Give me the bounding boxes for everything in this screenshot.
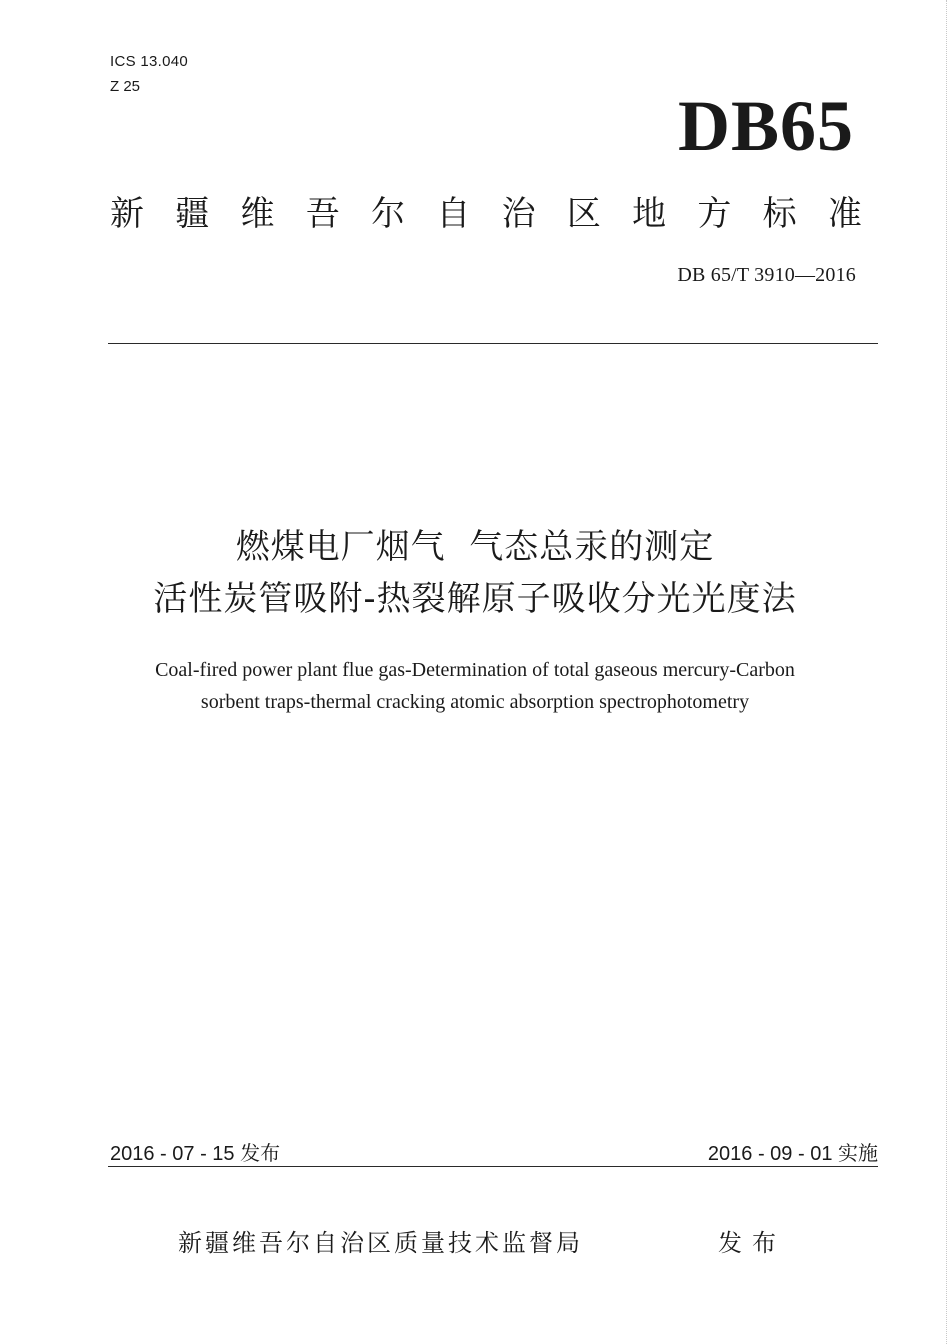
- header-divider: [108, 343, 878, 344]
- standard-mark: DB65: [677, 86, 854, 166]
- category-char: 地: [632, 194, 667, 234]
- standard-number: DB 65/T 3910—2016: [677, 264, 856, 286]
- category-char: 新: [110, 194, 144, 234]
- ccs-code: Z 25: [110, 78, 141, 95]
- issue-date: 2016 - 07 - 15 发布: [110, 1143, 281, 1165]
- category-char: 自: [436, 194, 471, 234]
- title-chinese-line2: 活性炭管吸附-热裂解原子吸收分光光度法: [153, 579, 797, 619]
- implementation-date: 2016 - 09 - 01 实施: [707, 1143, 878, 1165]
- category-char: 尔: [371, 194, 406, 234]
- title-english-line1: Coal-fired power plant flue gas-Determination of total gaseous mercury-Carbon: [155, 659, 795, 681]
- ics-code: ICS 13.040: [110, 53, 189, 70]
- category-char: 准: [827, 194, 862, 234]
- category-char: 维: [240, 194, 275, 234]
- issuing-authority: 新疆维吾尔自治区质量技术监督局: [178, 1229, 583, 1257]
- title-english-line2: sorbent traps-thermal cracking atomic absorption spectrophotometry: [200, 691, 750, 713]
- category-char: 区: [566, 194, 601, 234]
- category-char: 吾: [305, 194, 340, 234]
- scan-edge: [946, 0, 947, 1344]
- category-char: 方: [697, 194, 732, 234]
- footer-divider: [108, 1166, 878, 1167]
- title-chinese-line1: 燃煤电厂烟气 气态总汞的测定: [235, 527, 715, 567]
- category-char: 疆: [175, 194, 210, 234]
- standard-category: [110, 190, 862, 238]
- category-char: 治: [501, 194, 536, 234]
- issue-label: 发布: [718, 1229, 786, 1257]
- category-char: 标: [762, 194, 797, 234]
